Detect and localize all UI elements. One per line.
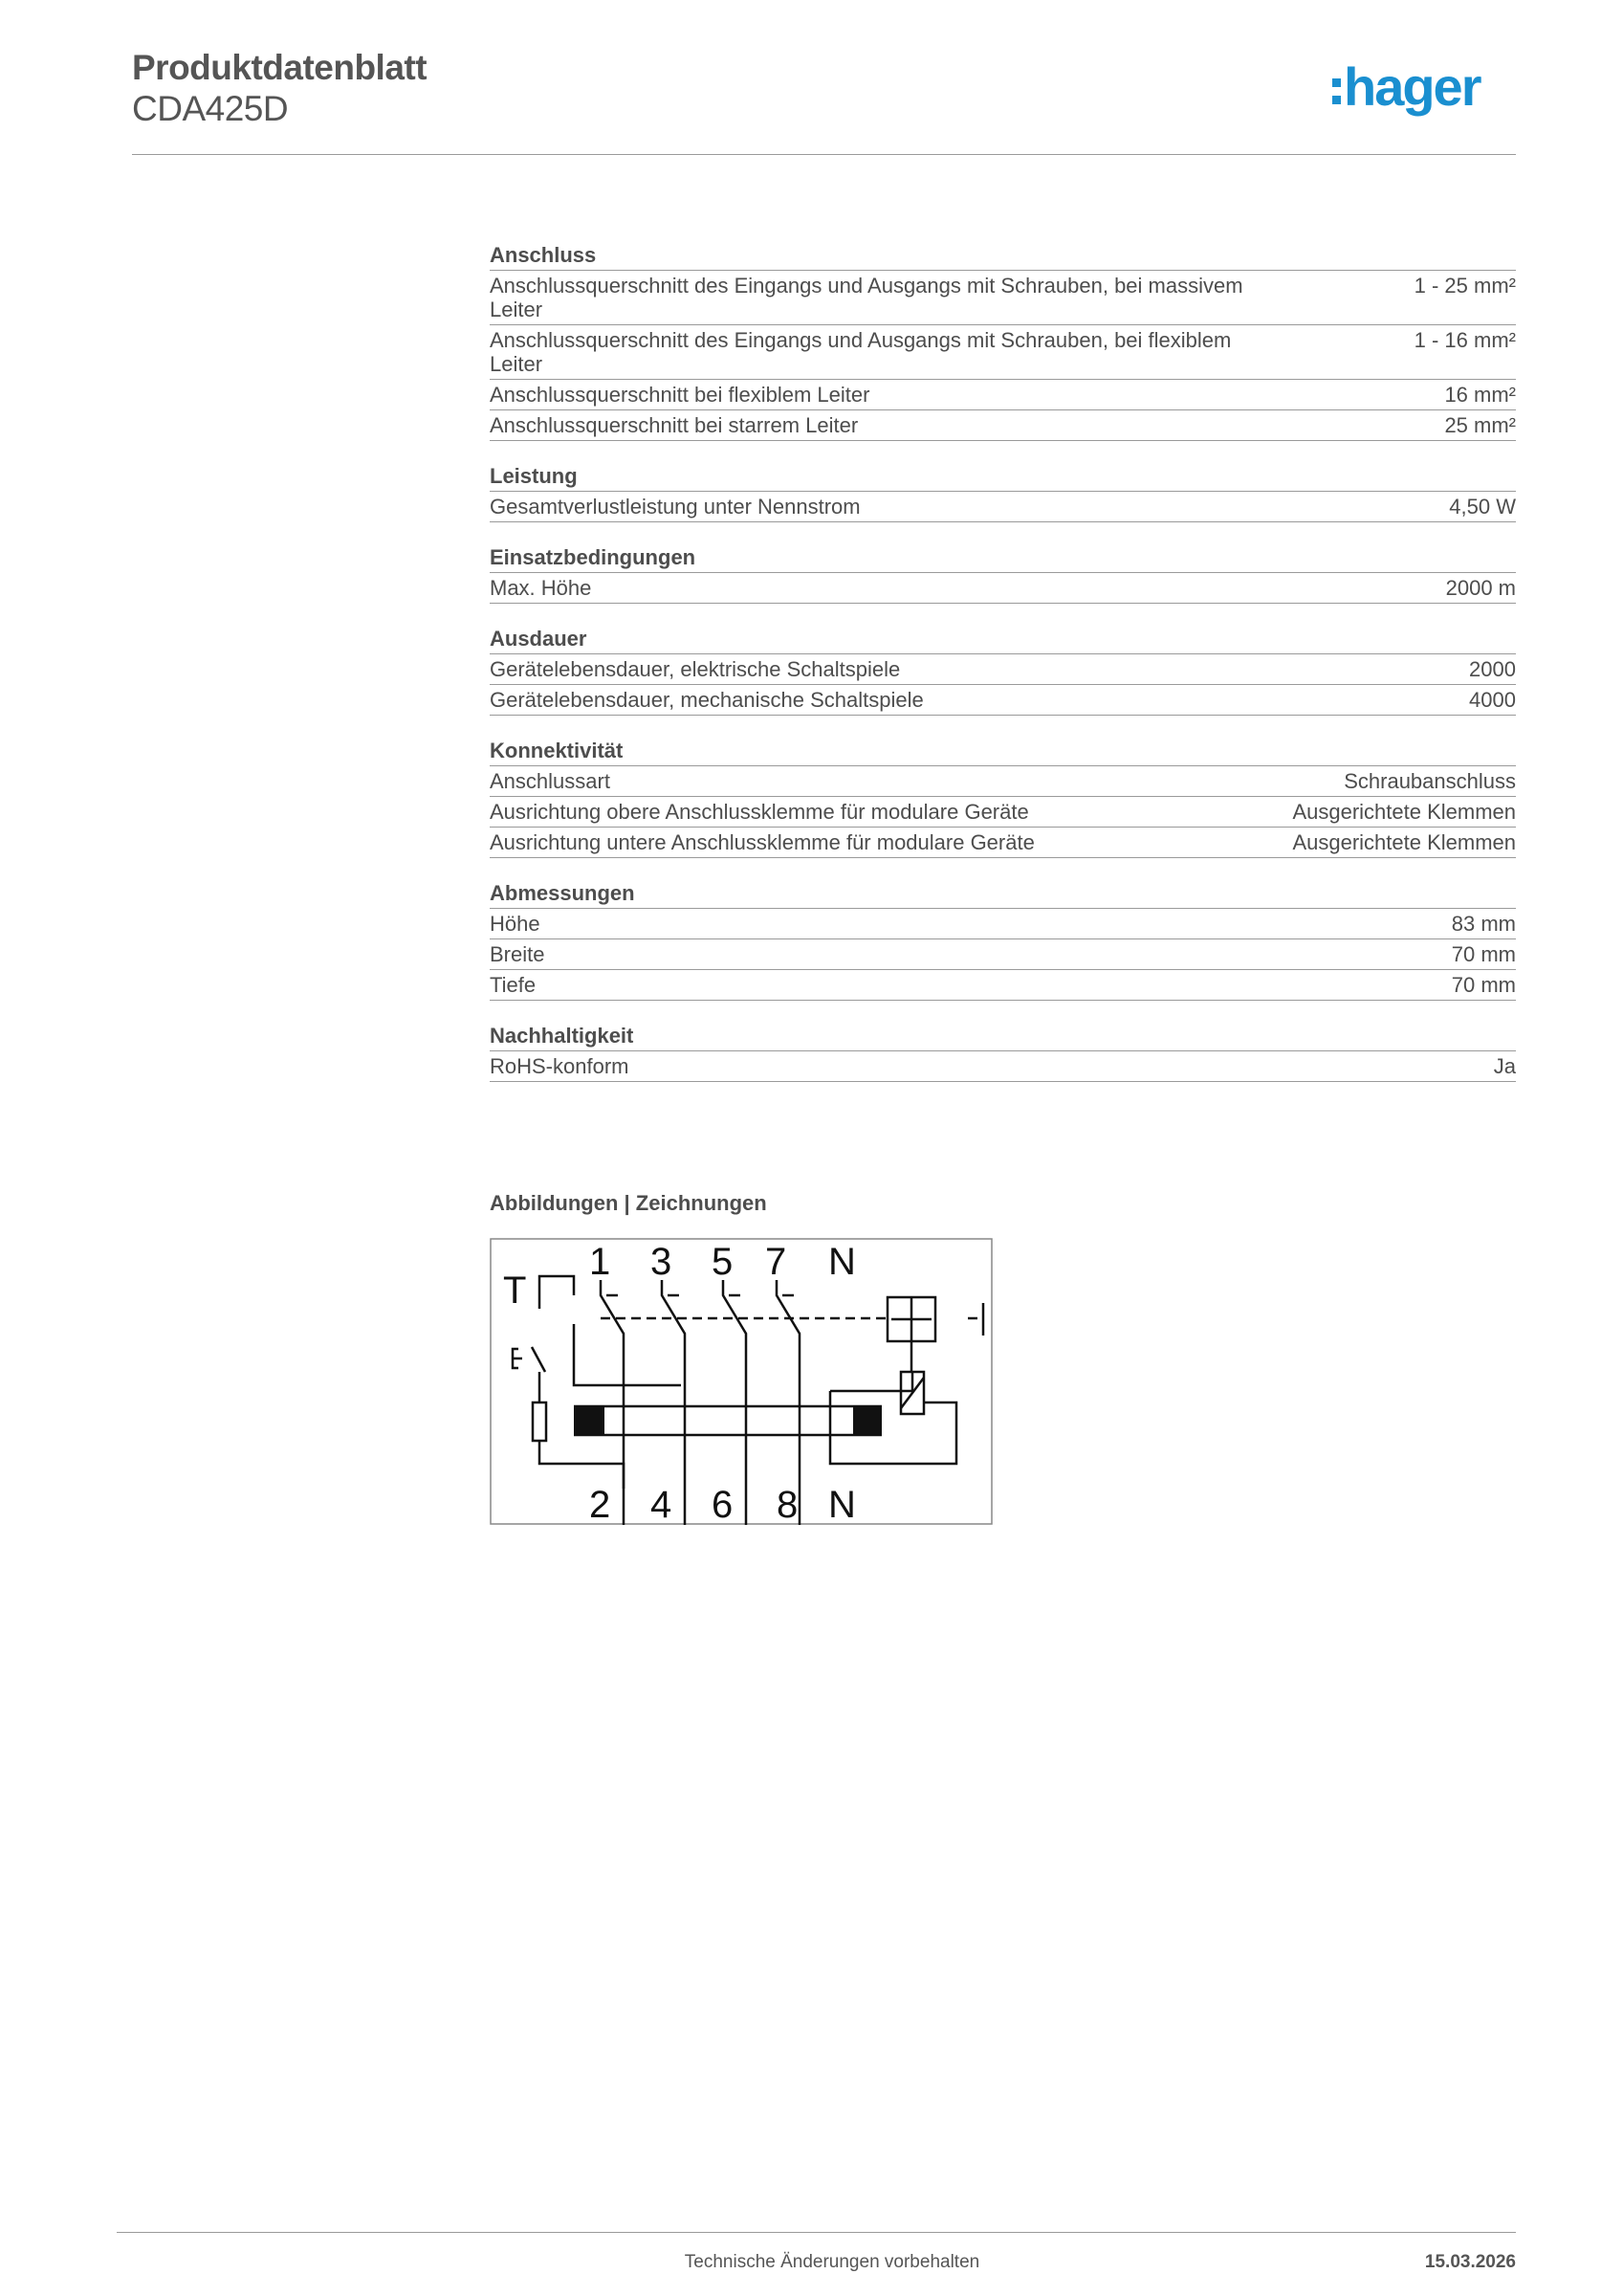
terminal-bottom-2: 2	[589, 1484, 611, 1525]
spec-value: 25 mm²	[1444, 413, 1516, 437]
spec-value: 1 - 25 mm²	[1414, 274, 1516, 298]
hager-logo	[1332, 59, 1516, 128]
header-divider	[132, 154, 1516, 155]
spec-value: Ausgerichtete Klemmen	[1292, 800, 1516, 824]
spec-row	[490, 410, 1516, 441]
spec-row	[490, 797, 1516, 828]
logo-text: hager	[1344, 59, 1480, 117]
spec-section	[490, 241, 1516, 441]
spec-row	[490, 492, 1516, 522]
footer-divider	[117, 2232, 1516, 2233]
spec-value: 16 mm²	[1444, 383, 1516, 407]
spec-row	[490, 1051, 1516, 1082]
spec-row	[490, 766, 1516, 797]
spec-section	[490, 543, 1516, 604]
spec-label: Breite	[490, 942, 545, 966]
spec-row	[490, 573, 1516, 604]
terminal-bottom-6: 6	[712, 1484, 734, 1525]
spec-label: Ausrichtung untere Anschlussklemme für modulare Geräte	[490, 830, 1035, 854]
spec-label: Tiefe	[490, 973, 537, 997]
page-title: Produktdatenblatt	[132, 48, 428, 87]
terminal-top-3: 3	[650, 1241, 672, 1283]
terminal-bottom-n: N	[828, 1484, 856, 1525]
spec-row	[490, 970, 1516, 1001]
spec-label: Anschlussquerschnitt bei flexiblem Leiter	[490, 383, 870, 407]
spec-value: Schraubanschluss	[1344, 769, 1516, 793]
terminal-bottom-8: 8	[777, 1484, 799, 1525]
section-title: Anschluss	[490, 241, 1516, 271]
terminal-top-5: 5	[712, 1241, 734, 1283]
spec-row	[490, 654, 1516, 685]
spec-label: Anschlussquerschnitt bei starrem Leiter	[490, 413, 859, 437]
spec-value: 70 mm	[1451, 973, 1516, 997]
spec-value: Ja	[1493, 1054, 1516, 1078]
spec-label: Max. Höhe	[490, 576, 592, 600]
terminal-bottom-4: 4	[650, 1484, 672, 1525]
spec-label: Gerätelebensdauer, elektrische Schaltspiele	[490, 657, 901, 681]
spec-value: 4000	[1469, 688, 1516, 712]
spec-row	[490, 828, 1516, 858]
spec-row	[490, 325, 1516, 380]
spec-row	[490, 939, 1516, 970]
spec-label: Anschlussquerschnitt des Eingangs und Ausgangs mit Schrauben, bei massivem Leiter	[490, 274, 1243, 321]
section-title: Ausdauer	[490, 625, 1516, 654]
spec-section	[490, 625, 1516, 716]
section-title: Einsatzbedingungen	[490, 543, 1516, 573]
wiring-diagram	[490, 1238, 993, 1525]
spec-section	[490, 879, 1516, 1001]
footer-date: 15.03.2026	[1424, 2252, 1516, 2272]
spec-row	[490, 271, 1516, 325]
spec-section	[490, 462, 1516, 522]
spec-label: Ausrichtung obere Anschlussklemme für modulare Geräte	[490, 800, 1029, 824]
spec-value: 70 mm	[1451, 942, 1516, 966]
spec-label: RoHS-konform	[490, 1054, 629, 1078]
spec-value: 4,50 W	[1449, 495, 1516, 519]
section-title: Konnektivität	[490, 737, 1516, 766]
spec-section	[490, 737, 1516, 858]
drawings-title: Abbildungen | Zeichnungen	[490, 1191, 767, 1215]
footer-note: Technische Änderungen vorbehalten	[684, 2252, 980, 2272]
spec-label: Anschlussquerschnitt des Eingangs und Ausgangs mit Schrauben, bei flexiblem Leiter	[490, 328, 1232, 376]
spec-label: Höhe	[490, 912, 540, 936]
spec-value: 83 mm	[1451, 912, 1516, 936]
spec-label: Gesamtverlustleistung unter Nennstrom	[490, 495, 861, 519]
spec-value: Ausgerichtete Klemmen	[1292, 830, 1516, 854]
spec-label: Anschlussart	[490, 769, 610, 793]
spec-section	[490, 1022, 1516, 1082]
spec-value: 1 - 16 mm²	[1414, 328, 1516, 352]
test-label: T	[503, 1269, 527, 1312]
section-title: Nachhaltigkeit	[490, 1022, 1516, 1051]
spec-row	[490, 909, 1516, 939]
spec-value: 2000	[1469, 657, 1516, 681]
terminal-top-n: N	[828, 1241, 856, 1283]
terminal-top-1: 1	[589, 1241, 611, 1283]
spec-value: 2000 m	[1445, 576, 1516, 600]
section-title: Abmessungen	[490, 879, 1516, 909]
terminal-top-7: 7	[765, 1241, 787, 1283]
spec-row	[490, 380, 1516, 410]
product-code: CDA425D	[132, 89, 289, 128]
spec-table	[490, 241, 1516, 1103]
spec-row	[490, 685, 1516, 716]
spec-label: Gerätelebensdauer, mechanische Schaltspiele	[490, 688, 924, 712]
section-title: Leistung	[490, 462, 1516, 492]
